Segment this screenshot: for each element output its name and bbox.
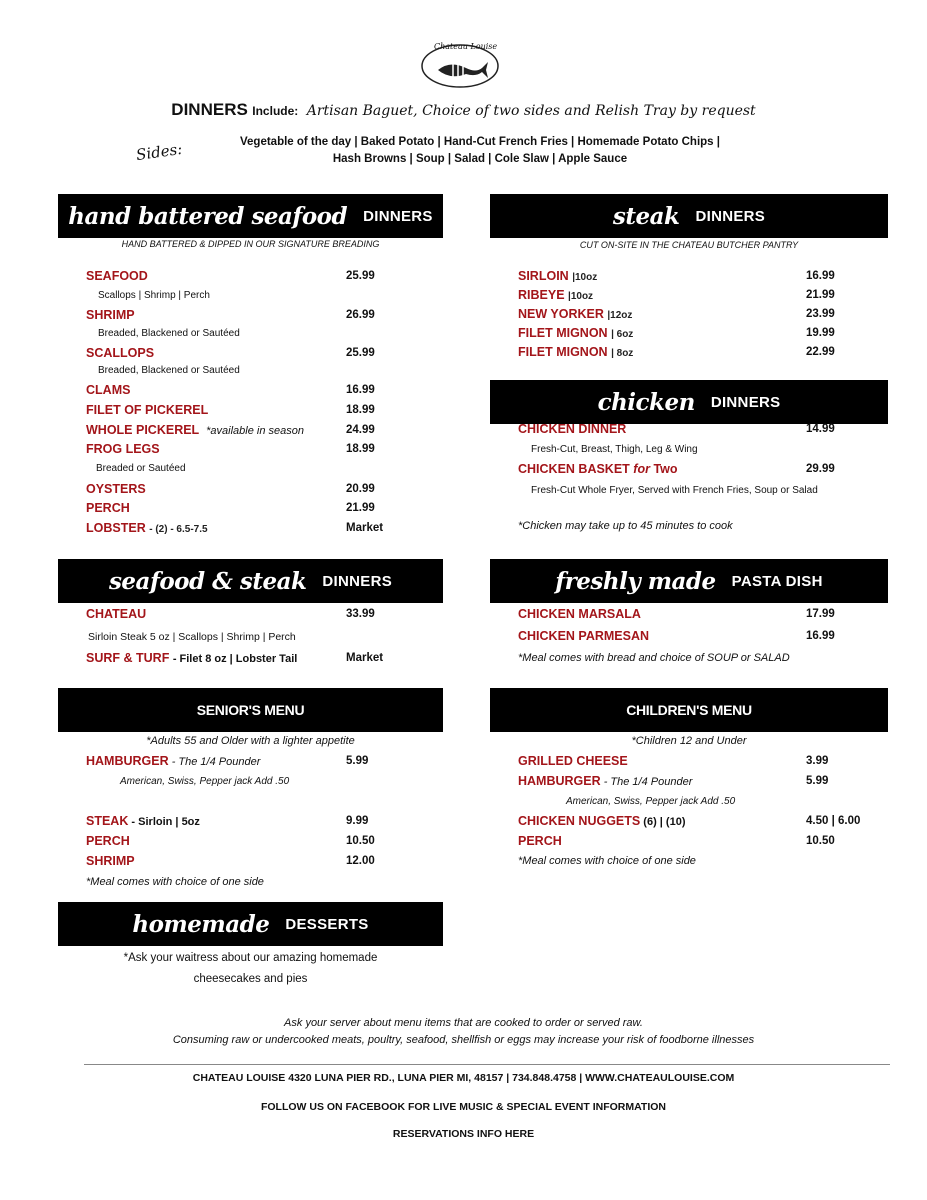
menu-item <box>86 814 200 828</box>
item-name: WHOLE PICKEREL <box>86 423 200 437</box>
item-name: FILET MIGNON <box>518 345 608 359</box>
children-banner <box>490 688 888 732</box>
steak-banner <box>490 194 888 238</box>
item-desc: Fresh-Cut, Breast, Thigh, Leg & Wing <box>531 444 698 455</box>
item-name: HAMBURGER <box>86 754 169 768</box>
footer-facebook: FOLLOW US ON FACEBOOK FOR LIVE MUSIC & SPECIAL EVENT INFORMATION <box>260 1101 667 1113</box>
pasta-banner <box>490 559 888 603</box>
item-size: |10oz <box>572 272 598 283</box>
seafood-banner-plain: DINNERS <box>363 207 433 225</box>
pasta-banner-script: freshly made <box>555 567 716 595</box>
menu-item: PERCH <box>518 834 562 848</box>
chicken-note: *Chicken may take up to 45 minutes to cook <box>518 520 733 532</box>
chicken-banner <box>490 380 888 424</box>
item-price: 16.99 <box>806 270 835 282</box>
seafood-subnote: HAND BATTERED & DIPPED IN OUR SIGNATURE BREADING <box>121 239 380 249</box>
pasta-banner-plain: PASTA DISH <box>731 572 823 590</box>
menu-item <box>518 774 692 788</box>
menu-item <box>86 651 297 665</box>
include-label: Include: <box>252 104 299 118</box>
menu-item <box>518 462 678 476</box>
seafood-banner-script: hand battered seafood <box>68 202 348 230</box>
item-price: 14.99 <box>806 423 835 435</box>
menu-item: OYSTERS <box>86 482 146 496</box>
item-price: Market <box>346 522 384 534</box>
item-desc: American, Swiss, Pepper jack Add .50 <box>120 776 290 787</box>
pasta-note: *Meal comes with bread and choice of SOUP or SALAD <box>518 652 790 664</box>
chicken-banner-plain: DINNERS <box>710 393 781 411</box>
item-price: 24.99 <box>346 424 375 436</box>
seniors-banner <box>58 688 443 732</box>
item-extra: (6) | (10) <box>640 816 686 828</box>
menu-item: PERCH <box>86 501 130 515</box>
item-name: STEAK <box>86 814 129 828</box>
item-price: 17.99 <box>806 608 835 620</box>
item-size: | 8oz <box>611 348 634 359</box>
menu-item <box>518 269 597 283</box>
item-name: CHICKEN BASKET <box>518 462 630 476</box>
item-desc: Scallops | Shrimp | Perch <box>98 290 210 301</box>
item-size: | 6oz <box>611 329 634 340</box>
item-price: 12.00 <box>346 855 375 867</box>
restaurant-logo <box>420 40 500 88</box>
item-price: 4.50 | 6.00 <box>806 815 861 827</box>
item-name: CHICKEN NUGGETS <box>518 814 641 828</box>
item-desc: Sirloin Steak 5 oz | Scallops | Shrimp | Perch <box>88 631 296 643</box>
item-price: 3.99 <box>806 755 829 767</box>
item-price: 16.99 <box>806 630 835 642</box>
menu-item: CHICKEN PARMESAN <box>518 629 650 643</box>
item-extra: - Filet 8 oz | Lobster Tail <box>172 653 298 665</box>
item-name: HAMBURGER <box>518 774 601 788</box>
item-name: RIBEYE <box>518 288 565 302</box>
item-price: 18.99 <box>346 443 375 455</box>
item-price: 10.50 <box>806 835 835 847</box>
dinners-include-line <box>0 100 927 120</box>
dinners-heading: DINNERS <box>171 100 248 119</box>
item-price: 16.99 <box>346 384 375 396</box>
menu-item: SCALLOPS <box>86 346 155 360</box>
children-banner-text: CHILDREN'S MENU <box>626 702 752 718</box>
desserts-banner <box>58 902 443 946</box>
menu-item <box>518 345 633 359</box>
menu-item: CHATEAU <box>86 607 147 621</box>
seafood-banner <box>58 194 443 238</box>
children-note: *Meal comes with choice of one side <box>518 855 696 867</box>
item-extra: - The 1/4 Pounder <box>168 756 261 768</box>
item-price: 22.99 <box>806 346 835 358</box>
item-desc: American, Swiss, Pepper jack Add .50 <box>566 796 736 807</box>
item-price: 18.99 <box>346 404 375 416</box>
menu-item: GRILLED CHEESE <box>518 754 628 768</box>
item-price: 21.99 <box>346 502 375 514</box>
item-two: Two <box>653 462 678 476</box>
desserts-banner-plain: DESSERTS <box>285 915 369 933</box>
include-text: Artisan Baguet, Choice of two sides and Relish Tray by request <box>306 103 756 119</box>
menu-item <box>518 326 633 340</box>
item-price: 25.99 <box>346 347 375 359</box>
item-for: for <box>633 462 650 476</box>
seafood-steak-banner-plain: DINNERS <box>322 572 393 590</box>
item-extra: - (2) - 6.5-7.5 <box>149 524 208 535</box>
item-extra: - The 1/4 Pounder <box>600 776 693 788</box>
sides-line-2: Hash Browns | Soup | Salad | Cole Slaw | Apple Sauce <box>332 153 628 165</box>
item-price: 33.99 <box>346 608 375 620</box>
desserts-line-1: *Ask your waitress about our amazing homemade <box>123 952 378 964</box>
disclaimer-line-2: Consuming raw or undercooked meats, poultry, seafood, shellfish or eggs may increase your risk of foodborne illnesses <box>172 1034 755 1046</box>
seniors-subnote: *Adults 55 and Older with a lighter appetite <box>146 735 355 747</box>
steak-banner-plain: DINNERS <box>695 207 766 225</box>
seafood-steak-banner-script: seafood & steak <box>108 567 307 595</box>
menu-item: FROG LEGS <box>86 442 160 456</box>
menu-item: CHICKEN DINNER <box>518 422 627 436</box>
item-name: NEW YORKER <box>518 307 604 321</box>
item-desc: Breaded or Sautéed <box>96 463 186 474</box>
item-price: 23.99 <box>806 308 835 320</box>
sides-label: Sides: <box>134 139 184 165</box>
item-size: |12oz <box>607 310 633 321</box>
item-price: 5.99 <box>806 775 829 787</box>
desserts-banner-script: homemade <box>132 910 270 938</box>
steak-banner-script: steak <box>612 202 680 230</box>
item-price: 19.99 <box>806 327 835 339</box>
item-name: FILET MIGNON <box>518 326 608 340</box>
menu-item: CLAMS <box>86 383 131 397</box>
logo-text: Chateau Louise <box>434 42 498 51</box>
menu-item: CHICKEN MARSALA <box>518 607 641 621</box>
item-price: 25.99 <box>346 270 375 282</box>
item-note: *available in season <box>206 425 305 437</box>
item-price: 26.99 <box>346 309 375 321</box>
footer-reservations: RESERVATIONS INFO HERE <box>392 1128 535 1140</box>
steak-subnote: CUT ON-SITE IN THE CHATEAU BUTCHER PANTRY <box>579 240 799 250</box>
item-extra: - Sirloin | 5oz <box>128 816 200 828</box>
item-name: SIRLOIN <box>518 269 569 283</box>
menu-item <box>86 754 260 768</box>
item-price: 20.99 <box>346 483 375 495</box>
chicken-banner-script: chicken <box>597 388 695 416</box>
seafood-steak-banner <box>58 559 443 603</box>
item-price: 10.50 <box>346 835 375 847</box>
item-price: 21.99 <box>806 289 835 301</box>
menu-item <box>86 423 304 437</box>
menu-item <box>518 288 593 302</box>
sides-line-1: Vegetable of the day | Baked Potato | Hand-Cut French Fries | Homemade Potato Chips | <box>240 136 720 148</box>
seniors-banner-text: SENIOR'S MENU <box>196 702 305 718</box>
menu-item: FILET OF PICKEREL <box>86 403 209 417</box>
item-price: 9.99 <box>346 815 369 827</box>
menu-item: SHRIMP <box>86 854 135 868</box>
menu-item <box>518 307 632 321</box>
menu-item: SHRIMP <box>86 308 135 322</box>
item-name: LOBSTER <box>86 521 146 535</box>
item-desc: Fresh-Cut Whole Fryer, Served with French Fries, Soup or Salad <box>531 485 818 496</box>
item-price: 5.99 <box>346 755 369 767</box>
menu-item: PERCH <box>86 834 130 848</box>
children-subnote: *Children 12 and Under <box>631 735 747 747</box>
item-desc: Breaded, Blackened or Sautéed <box>98 328 240 339</box>
item-price: Market <box>346 652 384 664</box>
menu-item <box>86 521 208 535</box>
menu-item <box>518 814 686 828</box>
item-name: SURF & TURF <box>86 651 170 665</box>
footer-divider <box>84 1064 890 1065</box>
footer-address: CHATEAU LOUISE 4320 LUNA PIER RD., LUNA PIER MI, 48157 | 734.848.4758 | WWW.CHATEAULOUISE.COM <box>192 1072 735 1084</box>
disclaimer-line-1: Ask your server about menu items that are cooked to order or served raw. <box>284 1017 643 1029</box>
seniors-note: *Meal comes with choice of one side <box>86 876 264 888</box>
item-desc: Breaded, Blackened or Sautéed <box>98 365 240 376</box>
desserts-line-2: cheesecakes and pies <box>193 973 308 985</box>
item-price: 29.99 <box>806 463 835 475</box>
item-size: |10oz <box>568 291 594 302</box>
menu-item: SEAFOOD <box>86 269 148 283</box>
